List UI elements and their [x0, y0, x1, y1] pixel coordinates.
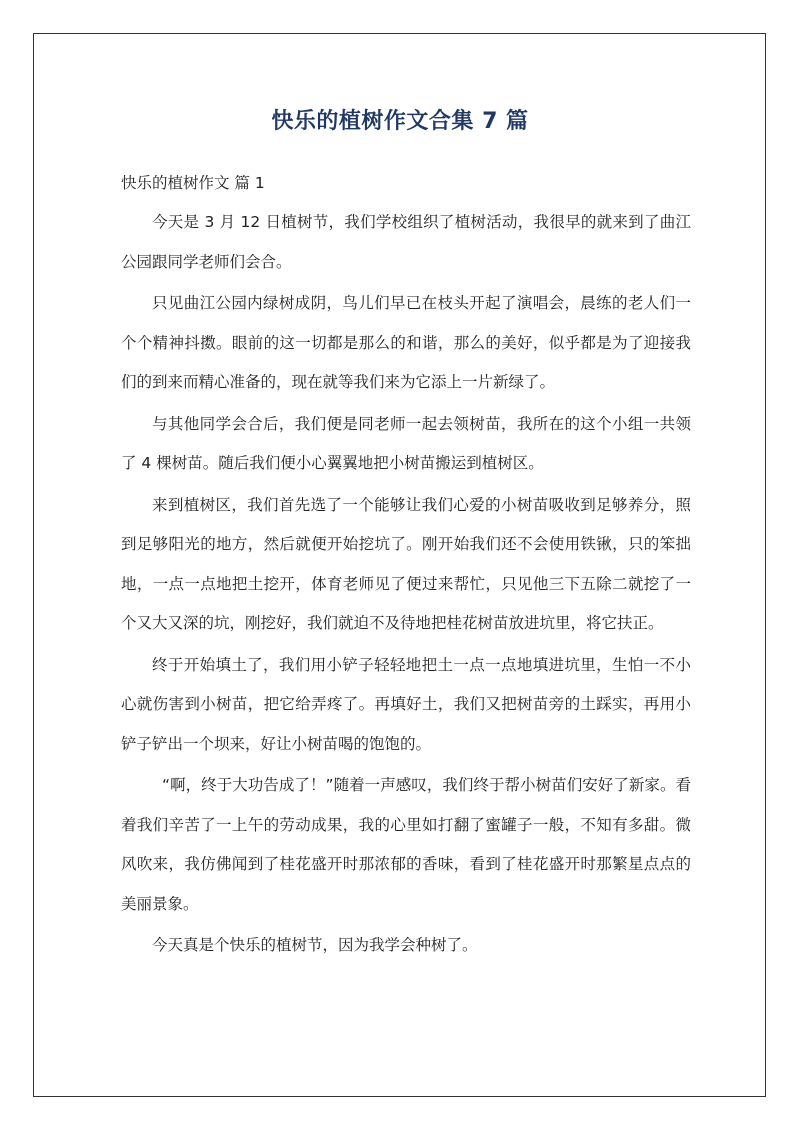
document-title: 快乐的植树作文合集 7 篇: [271, 109, 529, 134]
paragraph: 与其他同学会合后，我们便是同老师一起去领树苗，我所在的这个小组一共领了 4 棵树苗。随后我们便小心翼翼地把小树苗搬运到植树区。: [121, 414, 691, 472]
paragraph: 终于开始填土了，我们用小铲子轻轻地把土一点一点地填进坑里，生怕一不小心就伤害到小树苗，把它给弄疼了。再填好土，我们又把树苗旁的土踩实，再用小铲子铲出一个坝来，好让小树苗喝的饱饱的。: [121, 655, 691, 753]
document-body: [121, 203, 691, 968]
paragraph: 只见曲江公园内绿树成阴，鸟儿们早已在枝头开起了演唱会，晨练的老人们一个个精神抖擞。眼前的这一切都是那么的和谐，那么的美好，似乎都是为了迎接我们的到来而精心准备的，现在就等我们来为它添上一片新绿了。: [121, 294, 691, 391]
paragraph: 今天真是个快乐的植树节，因为我学会种树了。: [152, 936, 478, 954]
paragraph: 今天是 3 月 12 日植树节，我们学校组织了植树活动，我很早的就来到了曲江公园跟同学老师们会合。: [121, 213, 691, 271]
paragraph: “啊，终于大功告成了！”随着一声感叹，我们终于帮小树苗们安好了新家。看着我们辛苦了一上午的劳动成果，我的心里如打翻了蜜罐子一般，不知有多甜。微风吹来，我仿佛闻到了桂花盛开时那浓郁的香味，看到了桂花盛开时那繁星点点的美丽景象。: [121, 776, 691, 913]
section-heading: 快乐的植树作文 篇 1: [121, 174, 265, 192]
paragraph: 来到植树区，我们首先选了一个能够让我们心爱的小树苗吸收到足够养分，照到足够阳光的地方，然后就便开始挖坑了。刚开始我们还不会使用铁锹，只的笨拙地，一点一点地把土挖开，体育老师见了便过来帮忙，只见他三下五除二就挖了一个又大又深的坑，刚挖好，我们就迫不及待地把桂花树苗放进坑里，将它扶正。: [121, 495, 691, 632]
